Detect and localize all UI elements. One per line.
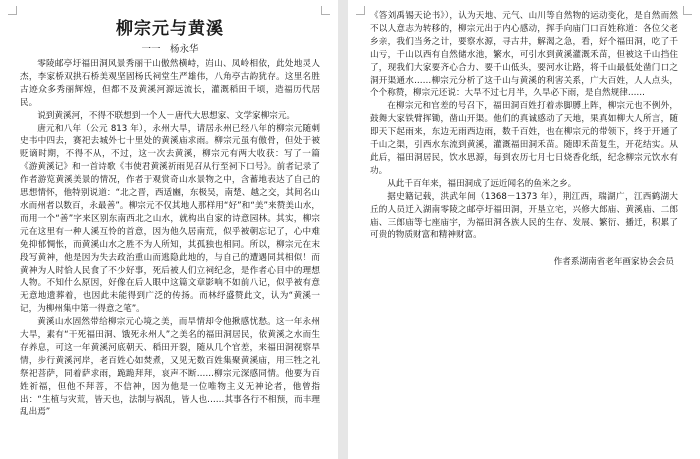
document-author: 一一 杨永华 (141, 44, 199, 55)
paragraph: 从此千百年来，福田洞成了远近闻名的鱼米之乡。 (387, 178, 577, 189)
paragraph: 据史籍记载，洪武年间（1368－1373 年），荆江西，瑞湖广，江西鹤湖大丘的人员迁入湖南零陵之邮亭圩福田洞，开垦立宅，兴修大郎庙、黄溪庙、二郎庙、三郎庙等七座庙宇，为福田洞各族人民的生存、发展、繁衍、播迁，积累了可贵的物质财富和精神财富。 (370, 191, 678, 241)
paragraph: 黄溪山水固然带给柳宗元心境之美，而旱情却令他揪感忧愁。这一年永州大旱，素有“干死福田洞、饿死永州人”之美名的福田洞居民，依黄溪之水而生存养息，可这一年黄溪河底朝天、稻田开裂，随从几个官差，来福田洞视察旱情，步行黄溪河岸，老百姓心如焚煮，又见无数百姓集聚黄溪庙，用三牲之礼祭祀菩萨，同着萨求雨，跪跪拜拜，哀声不断……柳宗元深感同情。他要为百姓祈福，但他不拜菩，不信神，因为他是一位唯物主义无神论者，他曾指出：“生植与灾荒，皆天也，法制与祸乱，皆人也……其事各行不相预，而丰理乱出焉” (20, 317, 320, 418)
paragraph: 零陵邮亭圩福田洞风景秀丽干山傲然横峙，岿山、凤岭相依，此处地灵人杰，李家桥双拱石桥美观坚固杨氏祠堂生严雄伟，八角亭古韵犹存。这里名胜古迹众多秀丽辉煌，但都不及黄溪河源远流长，灌溉稻田千顷，造福历代居民。 (20, 59, 320, 108)
paragraph: 在柳宗元和官差的号召下，福田洞百姓打着赤脚膊上阵，柳宗元也不例外，鼓舞大家铁臂挥锄，凿山开渠。他们的真诚感动了天地，果真如柳大人所言，随即天下起雨来，东边无雨西边雨，数千百姓，也在柳宗元的带领下，终于开通了千山之渠，引西水东流到黄溪，灌溉福田洞禾苗。随即禾苗复生，开花结实。从此后，福田洞居民，饮水思源，每到农历七月七日烧香化纸，纪念柳宗元饮水有功。 (370, 101, 678, 176)
paragraph: 唐元和八年（公元 813 年），永州大旱，请居永州已经八年的柳宗元随刺史韦中四去，赛祀去城外七十里处的黄溪庙求雨。柳宗元虽有傲骨，但处于被贬谪时期，不得不从，不过，这一次去黄溪，柳宗元有两大收获：写了一篇《游黄溪记》和一首诗歌《韦使君黄溪祈雨见召从行至祠下口号》。前者记录了作者游览黄溪美景的情况，作者于观赏奇山水景物之中，含蓄地表达了自己的思想情怀，他特别说道：“北之晋，西适豳，东极吴，南楚、越之交，其间名山水而州者以数百，永最善”。柳宗元不仅其地人那样用“好”和“美”来赞美山水，而用一个“善”字来区别东南西北之山水，就构出自家的诗意园林。其实，柳宗元在这里有一种人溪互怜的首意，因为他久居南荒，似乎被朝忘记了，心中难免抑郁惆怅，而黄溪山水之胜不为人所知，其孤独也相同。所以，柳宗元在末段写黄神，他是因为失去政治重山而逃隐此地的，与自己的遭遇同其相似！而黄神为人时恰人民食了不少好事，死后被人们立祠纪念，是作者心目中的理想人物。不知什么原因，好像在后人眼中这篇文章影响不如前八记，似乎被有意无意地遗葬着，也因此未能得到广泛的传扬。而林纾盛赞此文，认为“黄溪一记，为柳州集中第一得意之笔”。 (20, 123, 320, 315)
paragraph: 说到黄溪河，不得不联想到一个人－唐代大思想家、文学家柳宗元。 (37, 110, 296, 121)
margin-corner-mark (321, 6, 330, 15)
paragraph: 《答刘禹锡天论书》），认为天地、元气、山川等自然物的运动变化，是自然而然不以人意志为转移的，柳宗元出于内心感动，挥手向庙门口百姓称道：各位父老乡亲，我们当务之计，要察水源，寻古井，解渴之急，看，好个福田洞，吃了千山亏，千山以西有自然储水池，繁水，可引水到黄溪灌溉禾苗，但被这千山挡住了，现我们大家要齐心合力、要千山低头，要河水让路，将千山最低处凿门口之洞开渠通水……柳宗元分析了这千山与黄溪的利害关系，广大百姓，人人点头，个个称赞，柳宗元还说：大旱不过七月半，久旱必下雨，是自然规律…… (370, 11, 678, 99)
author-signature-line: 作者系湖南省老年画家协会会员 (553, 257, 674, 268)
document-page-left (0, 0, 338, 459)
margin-corner-mark (356, 6, 365, 15)
document-page-right (348, 0, 700, 459)
document-title: 柳宗元与黄溪 (116, 19, 224, 39)
margin-corner-mark (8, 6, 17, 15)
page-gap (338, 0, 348, 459)
margin-corner-mark (683, 6, 692, 15)
